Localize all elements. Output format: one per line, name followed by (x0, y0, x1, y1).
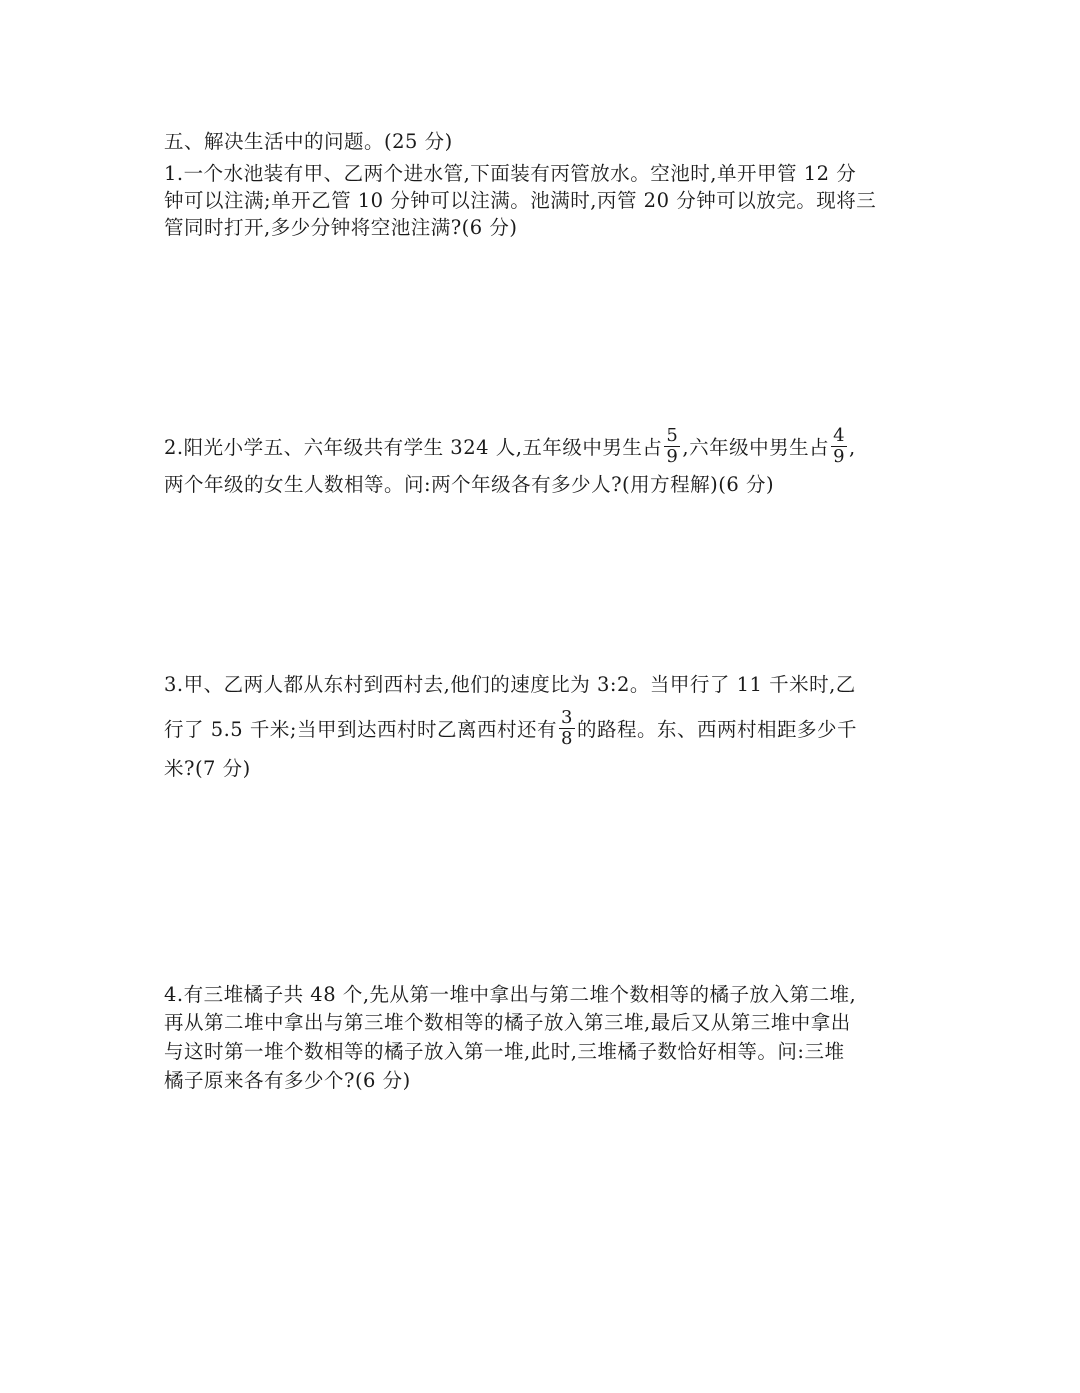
q4-line-4: 橘子原来各有多少个?(6 分) (164, 1069, 411, 1092)
q2-line-1 (164, 425, 856, 469)
q3-fraction-numerator: 3 (560, 707, 573, 728)
q2-fraction-5-9 (664, 426, 680, 467)
q2-fraction-4-9 (831, 426, 847, 467)
q3-line-2 (164, 707, 857, 751)
q4-line-3: 与这时第一堆个数相等的橘子放入第一堆,此时,三堆橘子数恰好相等。问:三堆 (164, 1040, 845, 1063)
q1-line-2: 钟可以注满;单开乙管 10 分钟可以注满。池满时,丙管 20 分钟可以放完。现将三 (164, 189, 877, 212)
q2-text-c: , (849, 436, 856, 459)
q2-fraction-1-denominator: 9 (666, 446, 679, 467)
q3-line-1: 3.甲、乙两人都从东村到西村去,他们的速度比为 3:2。当甲行了 11 千米时,乙 (164, 673, 856, 696)
section-heading: 五、解决生活中的问题。(25 分) (164, 130, 453, 153)
q4-line-1: 4.有三堆橘子共 48 个,先从第一堆中拿出与第二堆个数相等的橘子放入第二堆, (164, 983, 857, 1006)
q2-text-b: ,六年级中男生占 (682, 436, 830, 459)
q3-fraction-3-8 (559, 708, 575, 749)
q3-text-a: 行了 5.5 千米;当甲到达西村时乙离西村还有 (164, 718, 557, 741)
q2-line-2: 两个年级的女生人数相等。问:两个年级各有多少人?(用方程解)(6 分) (164, 473, 775, 496)
q2-fraction-1-numerator: 5 (666, 425, 679, 446)
q1-line-3: 管同时打开,多少分钟将空池注满?(6 分) (164, 216, 518, 239)
q4-line-2: 再从第二堆中拿出与第三堆个数相等的橘子放入第三堆,最后又从第三堆中拿出 (164, 1011, 851, 1034)
q3-fraction-denominator: 8 (560, 728, 573, 749)
q3-line-3: 米?(7 分) (164, 757, 251, 780)
q2-text-a: 2.阳光小学五、六年级共有学生 324 人,五年级中男生占 (164, 436, 663, 459)
q3-text-b: 的路程。东、西两村相距多少千 (576, 718, 857, 741)
q2-fraction-2-denominator: 9 (833, 446, 846, 467)
q1-line-1: 1.一个水池装有甲、乙两个进水管,下面装有丙管放水。空池时,单开甲管 12 分 (164, 162, 857, 185)
q2-fraction-2-numerator: 4 (833, 425, 846, 446)
